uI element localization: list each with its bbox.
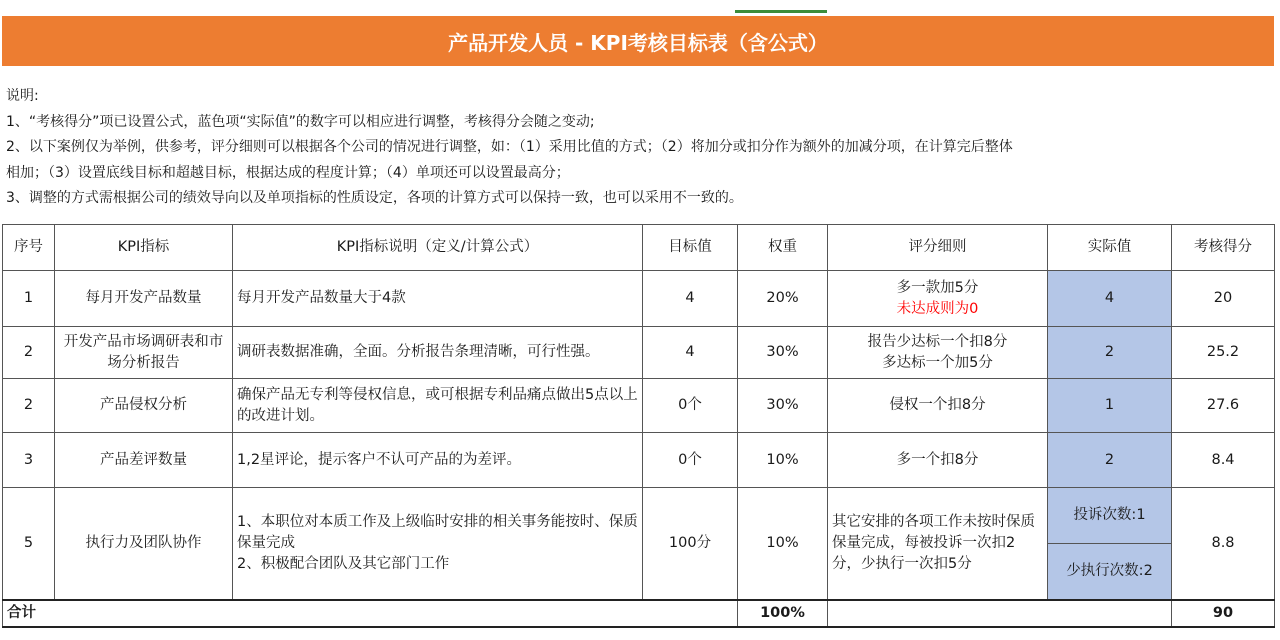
cell-kpi: 产品侵权分析 (55, 379, 233, 433)
cell-target: 4 (643, 271, 738, 327)
cell-score: 8.4 (1172, 433, 1275, 488)
cell-seq: 3 (3, 433, 55, 488)
header-seq: 序号 (3, 225, 55, 271)
cell-target: 0个 (643, 379, 738, 433)
cell-rules: 多一个扣8分 (828, 433, 1048, 488)
cell-target: 0个 (643, 433, 738, 488)
total-score: 90 (1172, 600, 1275, 627)
table-row (3, 433, 1275, 488)
cell-actual[interactable]: 1 (1048, 379, 1172, 433)
desc-line: 2、积极配合团队及其它部门工作 (237, 555, 450, 572)
cell-weight: 30% (738, 379, 828, 433)
cell-actual[interactable]: 4 (1048, 271, 1172, 327)
rule-line: 多达标一个加5分 (882, 354, 993, 371)
cell-weight: 10% (738, 433, 828, 488)
cell-actual-complaints[interactable]: 投诉次数:1 (1048, 488, 1172, 544)
total-label: 合计 (3, 600, 738, 627)
table-row (3, 327, 1275, 379)
note-line: 说明: (6, 88, 39, 104)
active-tab-indicator (735, 10, 827, 13)
table-row (3, 488, 1275, 544)
cell-kpi: 每月开发产品数量 (55, 271, 233, 327)
cell-seq: 5 (3, 488, 55, 600)
header-desc: KPI指标说明（定义/计算公式） (233, 225, 643, 271)
cell-seq: 2 (3, 379, 55, 433)
total-row (3, 600, 1275, 627)
rule-line: 报告少达标一个扣8分 (867, 333, 1008, 350)
note-line: 相加；（3）设置底线目标和超越目标，根据达成的程度计算；（4）单项还可以设置最高分； (6, 164, 570, 181)
cell-rules: 其它安排的各项工作未按时保质保量完成，每被投诉一次扣2分，少执行一次扣5分 (828, 488, 1048, 600)
cell-score: 8.8 (1172, 488, 1275, 600)
kpi-table (2, 224, 1275, 628)
cell-seq: 2 (3, 327, 55, 379)
notes-block (6, 84, 1274, 212)
cell-kpi: 产品差评数量 (55, 433, 233, 488)
note-line: 3、调整的方式需根据公司的绩效导向以及单项指标的性质设定，各项的计算方式可以保持一致，也可以采用不一致的。 (6, 190, 743, 206)
header-target: 目标值 (643, 225, 738, 271)
table-row (3, 271, 1275, 327)
desc-line: 1、本职位对本质工作及上级临时安排的相关事务能按时、保质保量完成 (237, 513, 638, 551)
cell-weight: 10% (738, 488, 828, 600)
cell-rules (828, 327, 1048, 379)
header-weight: 权重 (738, 225, 828, 271)
cell-score: 27.6 (1172, 379, 1275, 433)
note-line: 2、以下案例仅为举例，供参考，评分细则可以根据各个公司的情况进行调整，如：（1）采用比值的方式；（2）将加分或扣分作为额外的加减分项，在计算完后整体 (6, 139, 1013, 155)
cell-desc: 调研表数据准确，全面。分析报告条理清晰，可行性强。 (233, 327, 643, 379)
cell-desc: 每月开发产品数量大于4款 (233, 271, 643, 327)
header-score: 考核得分 (1172, 225, 1275, 271)
cell-seq: 1 (3, 271, 55, 327)
cell-kpi: 开发产品市场调研表和市场分析报告 (55, 327, 233, 379)
cell-desc: 1,2星评论，提示客户不认可产品的为差评。 (233, 433, 643, 488)
cell-desc (233, 488, 643, 600)
header-rules: 评分细则 (828, 225, 1048, 271)
cell-actual[interactable]: 2 (1048, 327, 1172, 379)
total-weight: 100% (738, 600, 828, 627)
cell-weight: 20% (738, 271, 828, 327)
header-kpi: KPI指标 (55, 225, 233, 271)
table-header-row (3, 225, 1275, 271)
page-title: 产品开发人员 - KPI考核目标表（含公式） (2, 16, 1274, 66)
table-row (3, 379, 1275, 433)
rule-line-red: 未达成则为0 (896, 300, 979, 317)
cell-target: 100分 (643, 488, 738, 600)
rule-line: 多一款加5分 (896, 279, 979, 296)
header-actual: 实际值 (1048, 225, 1172, 271)
cell-target: 4 (643, 327, 738, 379)
cell-actual-missed[interactable]: 少执行次数:2 (1048, 544, 1172, 600)
cell-desc: 确保产品无专利等侵权信息，或可根据专利品痛点做出5点以上的改进计划。 (233, 379, 643, 433)
cell-actual[interactable]: 2 (1048, 433, 1172, 488)
cell-kpi: 执行力及团队协作 (55, 488, 233, 600)
note-line: 1、“考核得分”项已设置公式，蓝色项“实际值”的数字可以相应进行调整，考核得分会随之变动; (6, 113, 595, 130)
cell-rules (828, 271, 1048, 327)
cell-weight: 30% (738, 327, 828, 379)
total-blank (828, 600, 1172, 627)
cell-score: 20 (1172, 271, 1275, 327)
cell-score: 25.2 (1172, 327, 1275, 379)
cell-rules: 侵权一个扣8分 (828, 379, 1048, 433)
